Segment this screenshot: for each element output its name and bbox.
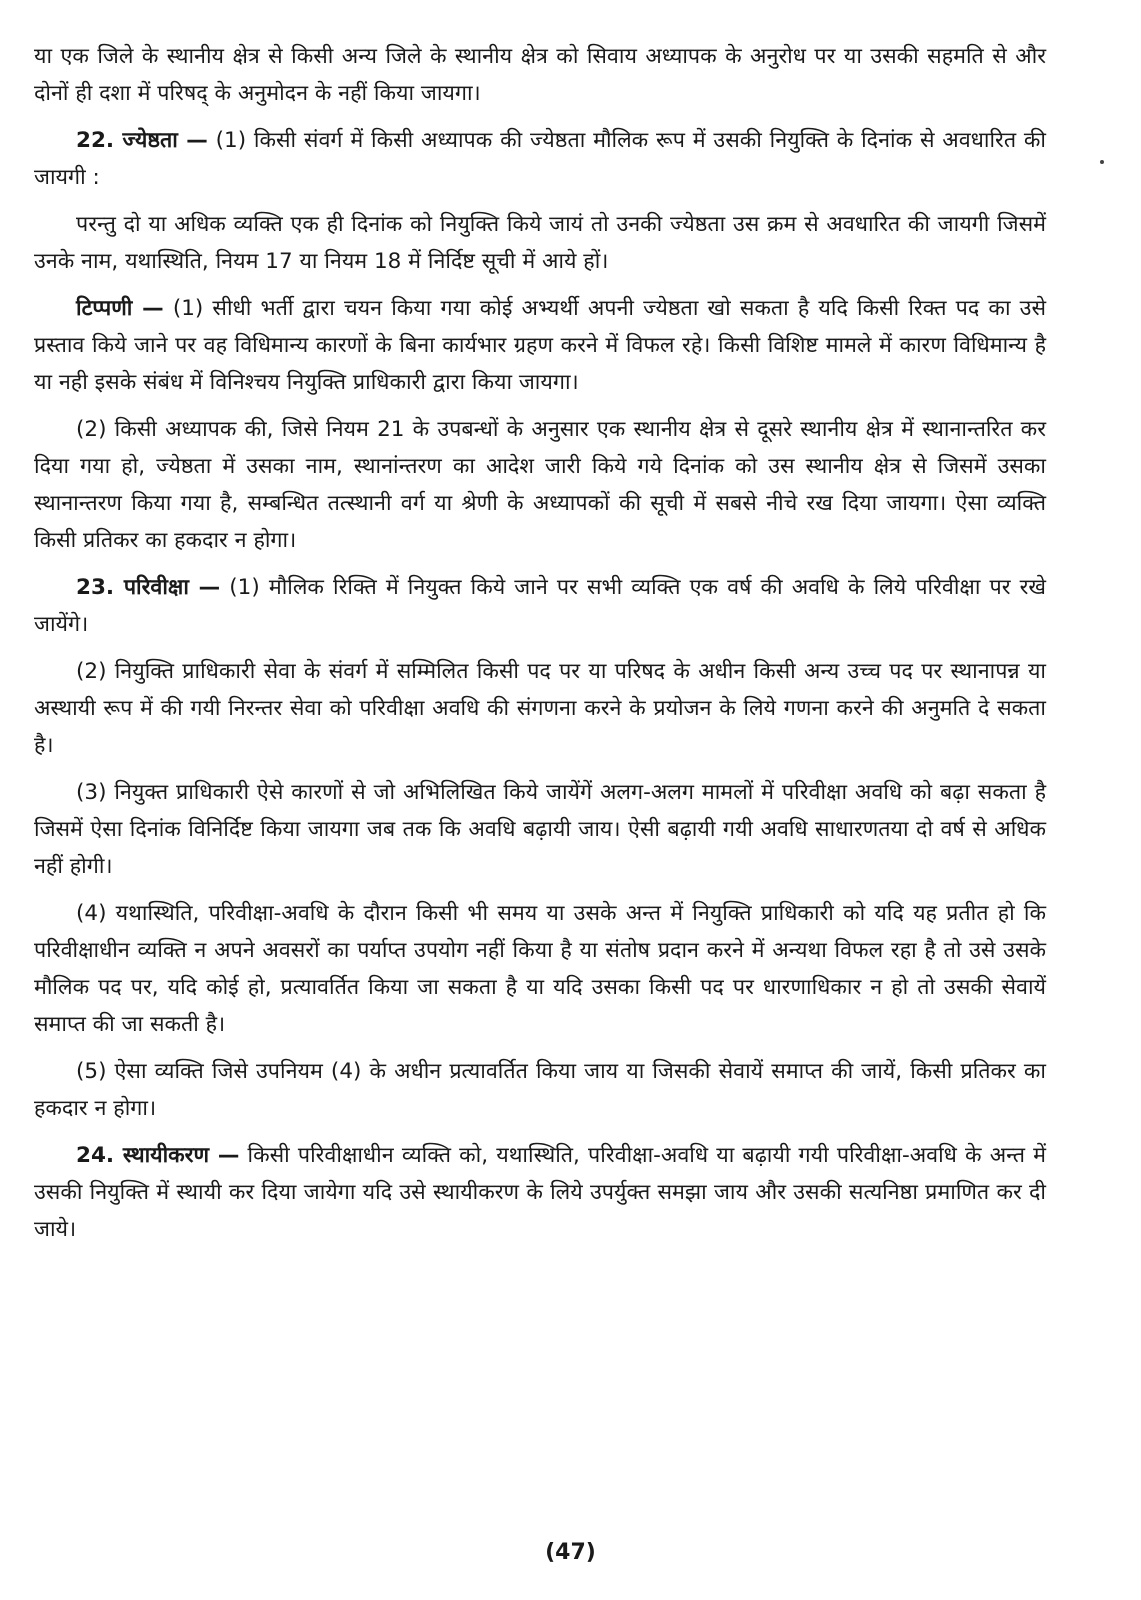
rule-23-probation [34,569,1046,643]
scan-mark [1100,160,1104,164]
rule-24-heading: 24. स्थायीकरण — [76,1143,240,1168]
rule-22-seniority [34,122,1046,196]
continuation-paragraph: या एक जिले के स्थानीय क्षेत्र से किसी अन्य जिले के स्थानीय क्षेत्र को सिवाय अध्यापक के अनुरोध पर या उसकी सहमति से और दोनों ही दशा में परिषद् के अनुमोदन के नहीं किया जायगा। [34,44,1046,106]
rule-22-heading: 22. ज्येष्ठता — [76,128,208,153]
rule-23-heading: 23. परिवीक्षा — [76,575,221,600]
rule-22-proviso: परन्तु दो या अधिक व्यक्ति एक ही दिनांक को नियुक्ति किये जायं तो उनकी ज्येष्ठता उस क्रम से अवधारित की जायगी जिसमें उनके नाम, यथास्थिति, नियम 17 या नियम 18 में निर्दिष्ट सूची में आये हों। [34,212,1046,274]
rule-23-sub-3: (3) नियुक्त प्राधिकारी ऐसे कारणों से जो अभिलिखित किये जायेंगें अलग-अलग मामलों में परिवीक्षा अवधि को बढ़ा सकता है जिसमें ऐसा दिनांक विनिर्दिष्ट किया जायगा जब तक कि अवधि बढ़ायी जाय। ऐसी बढ़ायी गयी अवधि साधारणतया दो वर्ष से अधिक नहीं होगी। [34,780,1046,879]
rule-23-text: (1) मौलिक रिक्ति में नियुक्त किये जाने पर सभी व्यक्ति एक वर्ष की अवधि के लिये परिवीक्षा पर रखे जायेंगे। [34,575,1047,637]
rule-24-confirmation [34,1137,1046,1248]
rule-23-sub-5: (5) ऐसा व्यक्ति जिसे उपनियम (4) के अधीन प्रत्यावर्तित किया जाय या जिसकी सेवायें समाप्त की जायें, किसी प्रतिकर का हकदार न होगा। [34,1059,1046,1121]
note-1-text: (1) सीधी भर्ती द्वारा चयन किया गया कोई अभ्यर्थी अपनी ज्येष्ठता खो सकता है यदि किसी रिक्त पद का उसे प्रस्ताव किये जाने पर वह विधिमान्य कारणों के बिना कार्यभार ग्रहण करने में विफल रहे। किसी विशिष्ट मामले में कारण विधिमान्य है या नही इसके संबंध में विनिश्चय नियुक्ति प्राधिकारी द्वारा किया जायगा। [34,296,1046,395]
rule-22-text: (1) किसी संवर्ग में किसी अध्यापक की ज्येष्ठता मौलिक रूप में उसकी नियुक्ति के दिनांक से अवधारित की जायगी : [34,128,1046,190]
rule-23-sub-2: (2) नियुक्ति प्राधिकारी सेवा के संवर्ग में सम्मिलित किसी पद पर या परिषद के अधीन किसी अन्य उच्च पद पर स्थानापन्न या अस्थायी रूप में की गयी निरन्तर सेवा को परिवीक्षा अवधि की संगणना करने के प्रयोजन के लिये गणना करने की अनुमति दे सकता है। [34,659,1046,758]
document-page [34,38,1046,1258]
rule-22-note-2: (2) किसी अध्यापक की, जिसे नियम 21 के उपबन्धों के अनुसार एक स्थानीय क्षेत्र से दूसरे स्थानीय क्षेत्र में स्थानान्तरित कर दिया गया हो, ज्येष्ठता में उसका नाम, स्थानांन्तरण का आदेश जारी किये गये दिनांक को उस स्थानीय क्षेत्र से जिसमें उसका स्थानान्तरण किया गया है, सम्बन्धित तत्स्थानी वर्ग या श्रेणी के अध्यापकों की सूची में सबसे नीचे रख दिया जायगा। ऐसा व्यक्ति किसी प्रतिकर का हकदार न होगा। [34,417,1046,553]
page-number: (47) [545,1540,596,1565]
note-heading: टिप्पणी — [76,296,164,321]
rule-24-text: किसी परिवीक्षाधीन व्यक्ति को, यथास्थिति, परिवीक्षा-अवधि या बढ़ायी गयी परिवीक्षा-अवधि के अन्त में उसकी नियुक्ति में स्थायी कर दिया जायेगा यदि उसे स्थायीकरण के लिये उपर्युक्त समझा जाय और उसकी सत्यनिष्ठा प्रमाणित कर दी जाये। [34,1143,1047,1242]
rule-22-note-1 [34,290,1046,401]
rule-23-sub-4: (4) यथास्थिति, परिवीक्षा-अवधि के दौरान किसी भी समय या उसके अन्त में नियुक्ति प्राधिकारी को यदि यह प्रतीत हो कि परिवीक्षाधीन व्यक्ति न अपने अवसरों का पर्याप्त उपयोग नहीं किया है या संतोष प्रदान करने में अन्यथा विफल रहा है तो उसे उसके मौलिक पद पर, यदि कोई हो, प्रत्यावर्तित किया जा सकता है या यदि उसका किसी पद पर धारणाधिकार न हो तो उसकी सेवायें समाप्त की जा सकती है। [34,901,1046,1037]
